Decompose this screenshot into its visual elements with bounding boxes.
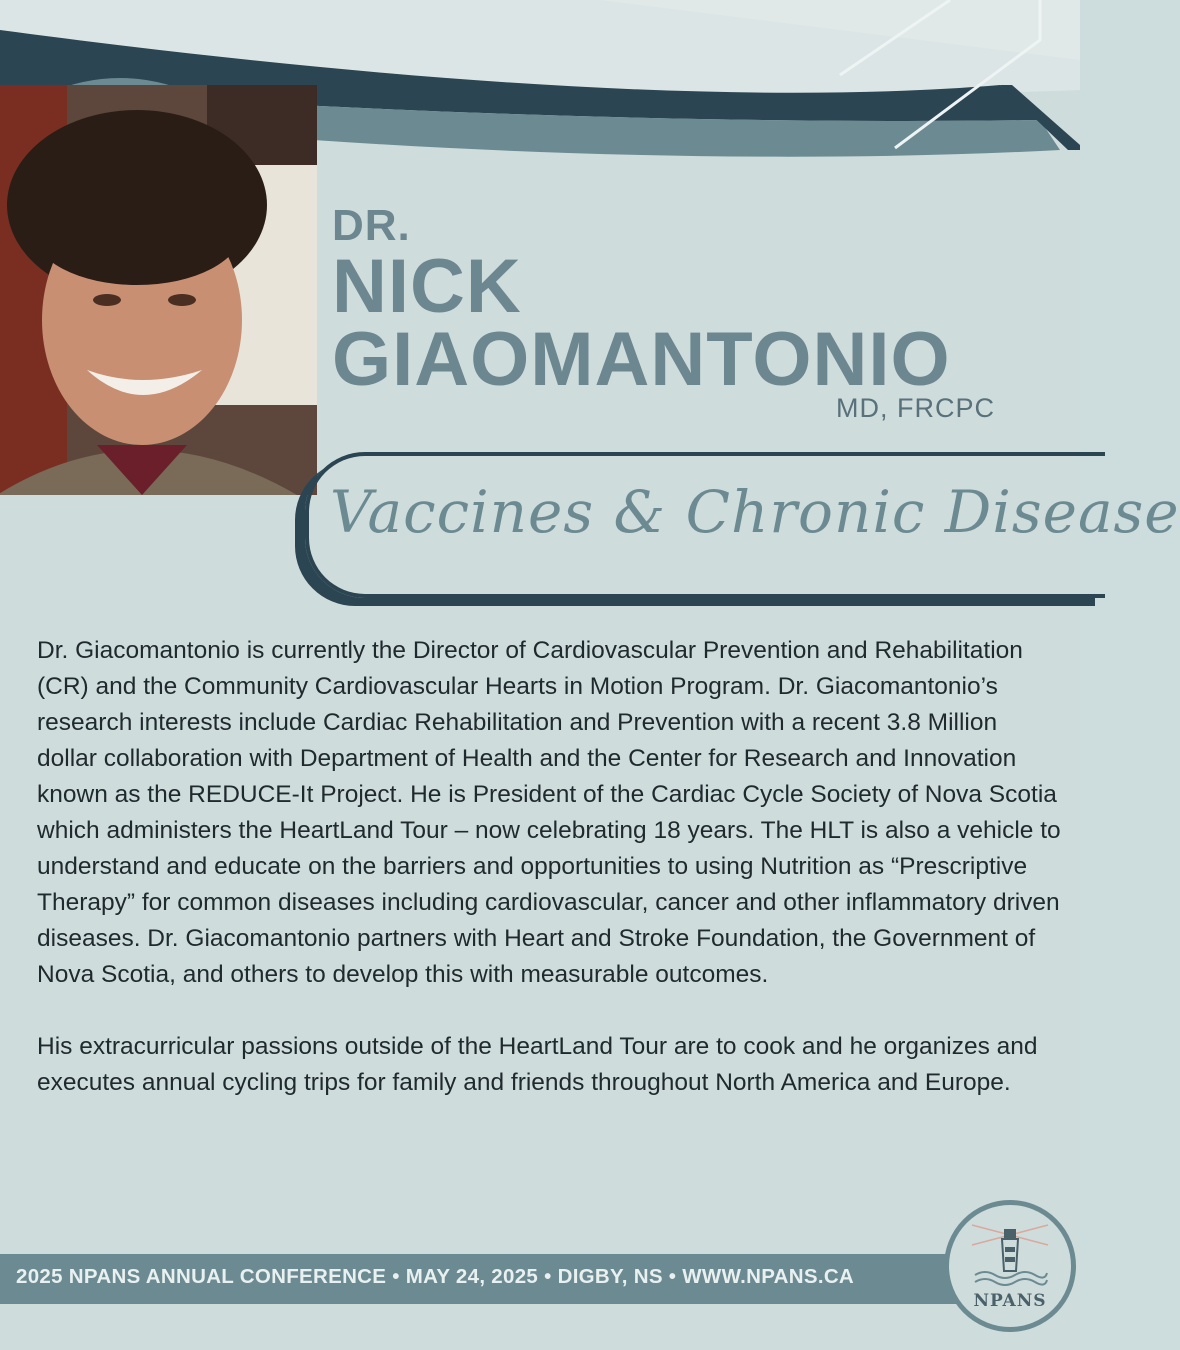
bio-paragraph-1: Dr. Giacomantonio is currently the Director of Cardiovascular Prevention and Rehabilitation (CR) and the Community Cardiovascular Hearts in Motion Program. Dr. Giacomantonio’s research interests include Cardiac Rehabilitation and Prevention with a recent 3.8 Million dollar collaboration with Department of Health and the Center for Research and Innovation known as the REDUCE-It Project. He is President of the Cardiac Cycle Society of Nova Scotia which administers the HeartLand Tour – now celebrating 18 years. The HLT is also a vehicle to understand and educate on the barriers and opportunities to using Nutrition as “Prescriptive Therapy” for common diseases including cardiovascular, cancer and other inflammatory driven diseases. Dr. Giacomantonio partners with Heart and Stroke Foundation, the Government of Nova Scotia, and others to develop this with measurable outcomes. xyxy=(37,637,1061,988)
last-name: GIAOMANTONIO xyxy=(332,317,951,402)
npans-logo xyxy=(944,1200,1076,1332)
bio-paragraph-2: His extracurricular passions outside of the HeartLand Tour are to cook and he organizes and executes annual cycling trips for family and friends throughout North America and Europe. xyxy=(37,1033,1038,1096)
speaker-photo xyxy=(0,78,310,488)
name-prefix: DR. xyxy=(332,201,411,250)
talk-topic: Vaccines & Chronic Disease xyxy=(330,478,1180,546)
credentials: MD, FRCPC xyxy=(836,393,995,423)
footer-text: 2025 NPANS ANNUAL CONFERENCE • MAY 24, 2025 • DIGBY, NS • WWW.NPANS.CA xyxy=(16,1265,855,1288)
first-name: NICK xyxy=(332,244,522,329)
lighthouse-icon xyxy=(967,1221,1053,1291)
speaker-bio xyxy=(37,633,1062,1137)
speaker-name xyxy=(332,200,951,402)
logo-text: NPANS xyxy=(973,1291,1047,1311)
